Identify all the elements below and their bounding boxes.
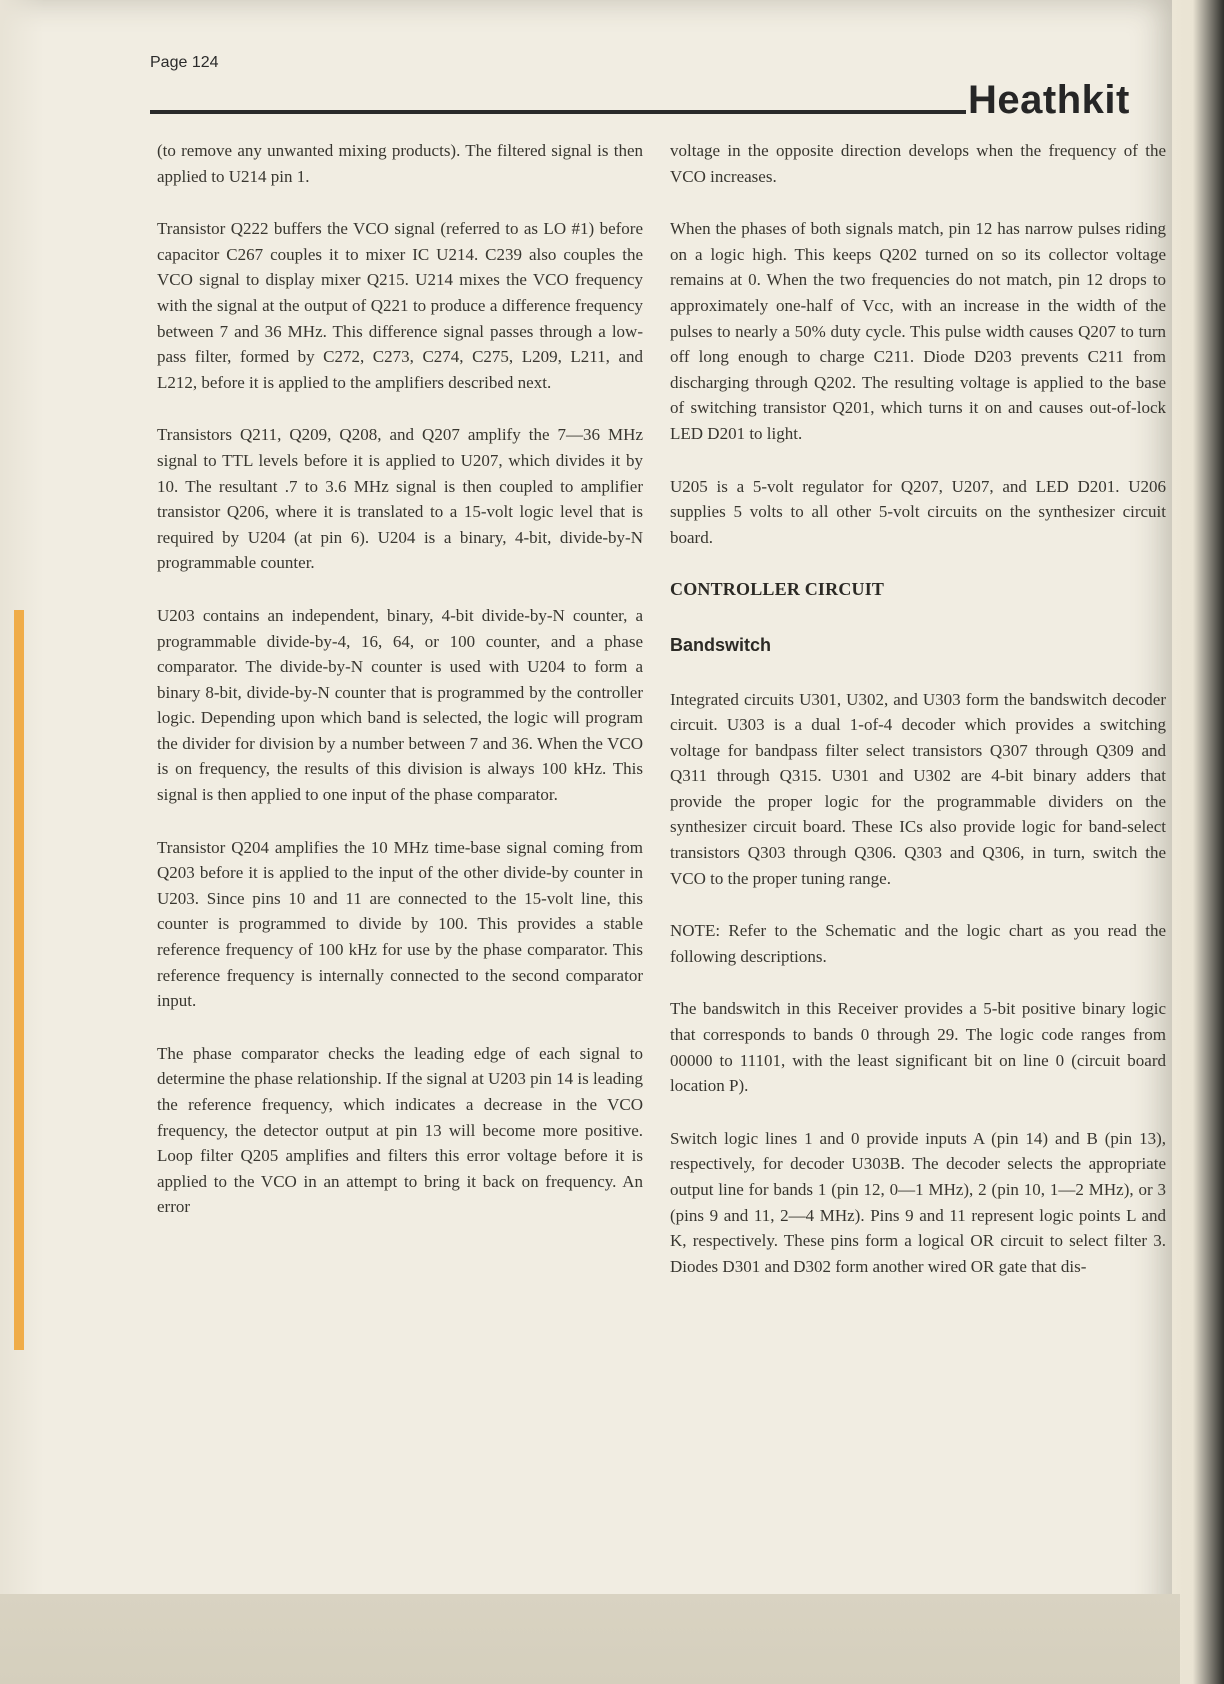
- binding-tab-stripe: [14, 610, 24, 1350]
- paragraph: Transistor Q204 amplifies the 10 MHz time-base signal coming from Q203 before it is applied to the input of the other divide-by counter in U203. Since pins 10 and 11 are connected to the 15-volt line, this counter is programmed to divide by 100. This provides a stable reference frequency of 100 kHz for use by the phase comparator. This reference frequency is internally connected to the second comparator input.: [157, 837, 643, 1011]
- page-number: Page 124: [150, 54, 219, 71]
- page-bottom-strip: [0, 1594, 1180, 1684]
- left-column: [157, 138, 643, 1247]
- right-column: [670, 138, 1166, 1306]
- paragraph: NOTE: Refer to the Schematic and the logic chart as you read the following descriptions.: [670, 921, 1166, 966]
- paragraph: Transistor Q222 buffers the VCO signal (referred to as LO #1) before capacitor C267 couples it to mixer IC U214. C239 also couples the VCO signal to display mixer Q215. U214 mixes the VCO frequency with the signal at the output of Q221 to produce a difference frequency between 7 and 36 MHz. This difference signal passes through a low-pass filter, formed by C272, C273, C274, C275, L209, L211, and L212, before it is applied to the amplifiers described next.: [157, 219, 643, 392]
- paragraph: U205 is a 5-volt regulator for Q207, U207, and LED D201. U206 supplies 5 volts to all other 5-volt circuits on the synthesizer circuit board.: [670, 476, 1166, 547]
- paragraph: The bandswitch in this Receiver provides a 5-bit positive binary logic that corresponds to bands 0 through 29. The logic code ranges from 00000 to 11101, with the least significant bit on line 0 (circuit board location P).: [670, 999, 1166, 1096]
- paragraph: U203 contains an independent, binary, 4-bit divide-by-N counter, a programmable divide-by-4, 16, 64, or 100 counter, and a phase comparator. The divide-by-N counter is used with U204 to form a binary 8-bit, divide-by-N counter that is programmed by the controller logic. Depending upon which band is selected, the logic will program the divider for division by a number between 7 and 36. When the VCO is on frequency, the results of this division is always 100 kHz. This signal is then applied to one input of the phase comparator.: [157, 605, 643, 805]
- page-right-edge: [1172, 0, 1224, 1684]
- paragraph: Transistors Q211, Q209, Q208, and Q207 amplify the 7—36 MHz signal to TTL levels before it is applied to U207, which divides it by 10. The resultant .7 to 3.6 MHz signal is then coupled to amplifier transistor Q206, where it is translated to a 15-volt logic level that is required by U204 (at pin 6). U204 is a binary, 4-bit, divide-by-N programmable counter.: [157, 425, 643, 573]
- paragraph: voltage in the opposite direction develops when the frequency of the VCO increases.: [670, 141, 1166, 186]
- paragraph: The phase comparator checks the leading edge of each signal to determine the phase relationship. If the signal at U203 pin 14 is leading the reference frequency, which indicates a decrease in the VCO frequency, the detector output at pin 13 will become more positive. Loop filter Q205 amplifies and filters this error voltage before it is applied to the VCO in an attempt to bring it back on frequency. An error: [157, 1043, 643, 1217]
- paragraph: When the phases of both signals match, pin 12 has narrow pulses riding on a logic high. This keeps Q202 turned on so its collector voltage remains at 0. When the two frequencies do not match, pin 12 drops to approximately one-half of Vcc, with an increase in the width of the pulses to nearly a 50% duty cycle. This pulse width causes Q207 to turn off long enough to charge C211. Diode D203 prevents C211 from discharging through Q202. The resulting voltage is applied to the base of switching transistor Q201, which turns it on and causes out-of-lock LED D201 to light.: [670, 219, 1166, 443]
- paragraph: (to remove any unwanted mixing products). The filtered signal is then applied to U214 pin 1.: [157, 141, 643, 186]
- header-rule: [150, 110, 966, 114]
- section-heading: CONTROLLER CIRCUIT: [670, 579, 885, 600]
- brand-logo-text: Heathkit: [968, 78, 1130, 122]
- paragraph: Integrated circuits U301, U302, and U303 form the bandswitch decoder circuit. U303 is a dual 1-of-4 decoder which provides a switching voltage for bandpass filter select transistors Q307 through Q309 and Q311 through Q315. U301 and U302 are 4-bit binary adders that provide the proper logic for the programmable dividers on the synthesizer circuit board. These ICs also provide logic for band-select transistors Q303 through Q306. Q303 and Q306, in turn, switch the VCO to the proper tuning range.: [670, 689, 1166, 888]
- subsection-heading: Bandswitch: [670, 634, 772, 655]
- paragraph: Switch logic lines 1 and 0 provide inputs A (pin 14) and B (pin 13), respectively, for decoder U303B. The decoder selects the appropriate output line for bands 1 (pin 12, 0—1 MHz), 2 (pin 10, 1—2 MHz), or 3 (pins 9 and 11, 2—4 MHz). Pins 9 and 11 represent logic points L and K, respectively. These pins form a logical OR circuit to select filter 3. Diodes D301 and D302 form another wired OR gate that dis-: [670, 1128, 1166, 1276]
